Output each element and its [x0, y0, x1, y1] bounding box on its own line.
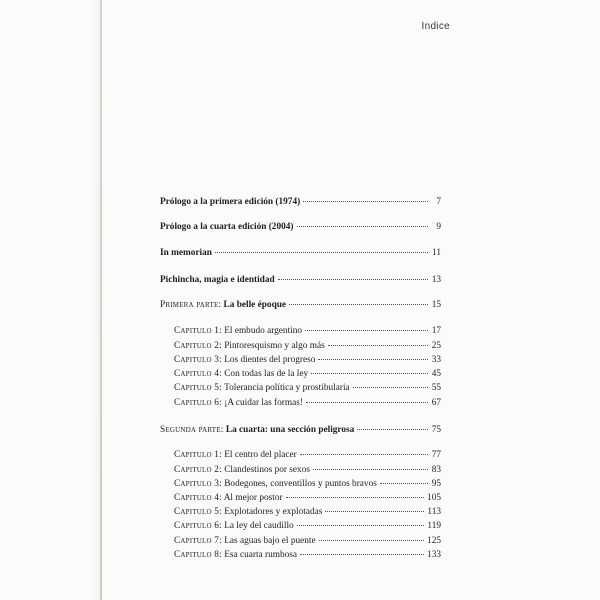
toc-part-primera: [160, 300, 441, 314]
toc-part-segunda: [160, 425, 441, 439]
toc-part-heading: [160, 300, 286, 310]
dot-leader: [353, 387, 428, 388]
dot-leader: [289, 304, 428, 305]
chapter-prefix: Capitulo 7:: [174, 536, 222, 546]
toc-chapter: [160, 355, 441, 369]
chapter-title: Esa cuarta rumbosa: [224, 550, 298, 560]
chapter-prefix: Capitulo 5:: [174, 507, 222, 517]
chapter-title: Tolerancia política y prostibularia: [224, 383, 350, 393]
chapter-prefix: Capitulo 2:: [174, 341, 222, 351]
chapter-title: Clandestinos por sexos: [224, 465, 310, 475]
chapter-title: Al mejor postor: [223, 493, 283, 503]
chapter-heading: [174, 341, 325, 351]
chapter-prefix: Capitulo 1:: [174, 326, 222, 336]
toc-chapter: [160, 550, 441, 564]
toc-entry-title: Prólogo a la cuarta edición (2004): [160, 222, 294, 232]
dot-leader: [311, 373, 428, 374]
toc-chapter: [160, 383, 441, 397]
toc-entry-title: Prólogo a la primera edición (1974): [160, 197, 301, 207]
toc-entry-pichincha: [160, 275, 441, 289]
toc-page-number: 83: [431, 465, 441, 475]
chapter-prefix: Capitulo 8:: [174, 550, 222, 560]
dot-leader: [328, 345, 428, 346]
toc-page-number: 125: [427, 536, 441, 546]
toc-page-number: 119: [427, 521, 441, 531]
toc-chapter: [160, 398, 441, 412]
chapter-heading: [174, 383, 350, 393]
running-head: Indice: [421, 21, 450, 32]
chapter-heading: [174, 550, 297, 560]
chapter-prefix: Capitulo 3:: [174, 355, 222, 365]
toc-entry-prologo-primera: [160, 197, 441, 211]
chapter-title: ¡A cuidar las formas!: [224, 398, 303, 408]
toc-chapter: [160, 507, 441, 521]
dot-leader: [325, 511, 424, 512]
toc-entry-title: Pichincha, magia e identidad: [160, 275, 275, 285]
chapter-prefix: Capitulo 3:: [174, 479, 222, 489]
part-title: La cuarta: una sección peligrosa: [225, 425, 355, 435]
chapter-heading: [174, 398, 303, 408]
toc-chapter: [160, 465, 441, 479]
dot-leader: [305, 330, 428, 331]
chapter-heading: [174, 521, 294, 531]
dot-leader: [319, 540, 424, 541]
toc-page-number: 113: [427, 507, 441, 517]
toc-chapter: [160, 341, 441, 355]
chapter-prefix: Capitulo 4:: [174, 493, 222, 503]
chapter-title: El embudo argentino: [224, 326, 303, 336]
toc-page-number: 75: [431, 425, 441, 435]
dot-leader: [300, 454, 428, 455]
dot-leader: [380, 483, 428, 484]
chapter-title: Con todas las de la ley: [224, 369, 309, 379]
toc-page-number: 45: [431, 369, 441, 379]
toc-page-number: 25: [431, 341, 441, 351]
toc-chapter: [160, 493, 441, 507]
page-gutter: [100, 0, 102, 600]
chapter-heading: [174, 493, 283, 503]
dot-leader: [357, 429, 428, 430]
chapter-title: Explotadores y explotadas: [224, 507, 323, 517]
dot-leader: [297, 226, 429, 227]
toc-page-number: 55: [431, 383, 441, 393]
dot-leader: [215, 252, 428, 253]
part-title: La belle époque: [223, 300, 287, 310]
chapter-heading: [174, 479, 377, 489]
toc-chapter: [160, 326, 441, 340]
chapter-prefix: Capitulo 6:: [174, 398, 222, 408]
dot-leader: [306, 402, 428, 403]
toc-page-number: 9: [436, 222, 441, 232]
dot-leader: [278, 279, 428, 280]
toc-page-number: 7: [436, 197, 441, 207]
chapter-heading: [174, 369, 308, 379]
toc-chapter: [160, 479, 441, 493]
chapter-heading: [174, 507, 322, 517]
toc-chapter: [160, 369, 441, 383]
toc-chapter: [160, 536, 441, 550]
toc-page-number: 67: [431, 398, 441, 408]
chapter-title: Las aguas bajo el puente: [224, 536, 316, 546]
chapter-prefix: Capitulo 2:: [174, 465, 222, 475]
chapter-heading: [174, 326, 302, 336]
chapter-title: El centro del placer: [224, 450, 297, 460]
toc-page-number: 13: [431, 275, 441, 285]
toc-page-number: 17: [431, 326, 441, 336]
dot-leader: [303, 201, 428, 202]
toc-page-number: 77: [431, 450, 441, 460]
dot-leader: [286, 497, 424, 498]
chapter-title: Los dientes del progreso: [224, 355, 316, 365]
chapter-prefix: Capitulo 6:: [174, 521, 222, 531]
toc-page-number: 105: [427, 493, 441, 503]
toc-entry-prologo-cuarta: [160, 222, 441, 236]
toc-page-number: 133: [427, 550, 441, 560]
chapter-title: Bodegones, conventillos y puntos bravos: [224, 479, 377, 489]
chapter-heading: [174, 465, 310, 475]
chapter-title: Pintoresquismo y algo más: [224, 341, 325, 351]
chapter-heading: [174, 450, 297, 460]
dot-leader: [300, 554, 424, 555]
chapter-title: La ley del caudillo: [224, 521, 294, 531]
dot-leader: [318, 359, 428, 360]
dot-leader: [297, 525, 425, 526]
toc-chapter: [160, 450, 441, 464]
toc-chapter: [160, 521, 441, 535]
toc-entry-title: In memorian: [160, 248, 212, 258]
chapter-heading: [174, 536, 316, 546]
part-prefix: Segunda parte:: [160, 425, 224, 435]
chapter-heading: [174, 355, 315, 365]
chapter-prefix: Capitulo 4:: [174, 369, 222, 379]
dot-leader: [313, 469, 428, 470]
toc-part-heading: [160, 425, 354, 435]
toc-page-number: 15: [431, 300, 441, 310]
toc-entry-in-memorian: [160, 248, 441, 262]
chapter-prefix: Capitulo 1:: [174, 450, 222, 460]
toc-page-number: 95: [431, 479, 441, 489]
toc-page-number: 11: [432, 248, 441, 258]
toc-page-number: 33: [431, 355, 441, 365]
chapter-prefix: Capitulo 5:: [174, 383, 222, 393]
part-prefix: Primera parte:: [160, 300, 222, 310]
